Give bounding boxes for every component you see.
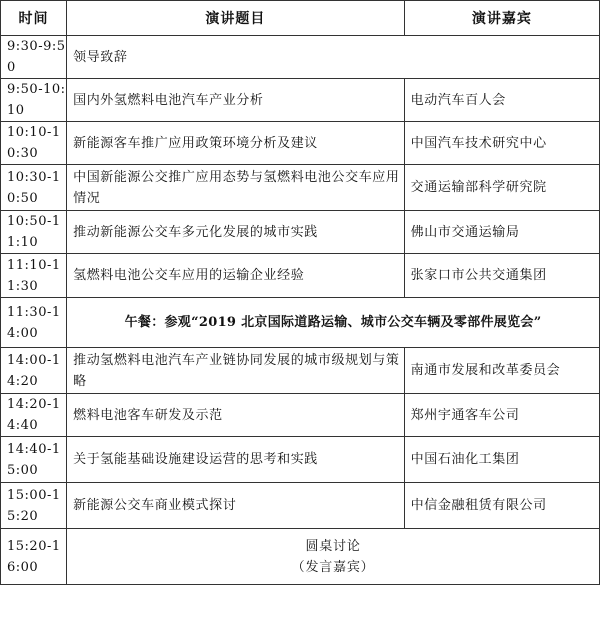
table-row — [1, 36, 600, 79]
time-cell: 11:30-14:00 — [1, 298, 67, 348]
speaker-cell: 中信金融租赁有限公司 — [404, 483, 599, 529]
table-row-roundtable — [1, 529, 600, 585]
time-cell: 15:20-16:00 — [1, 529, 67, 585]
time-cell: 9:30-9:50 — [1, 36, 67, 79]
speaker-cell: 郑州宇通客车公司 — [404, 394, 599, 437]
table-row — [1, 483, 600, 529]
roundtable-cell — [67, 529, 600, 585]
speaker-cell: 佛山市交通运输局 — [404, 211, 599, 254]
table-row — [1, 79, 600, 122]
table-row-lunch — [1, 298, 600, 348]
table-row — [1, 211, 600, 254]
header-time: 时间 — [1, 1, 67, 36]
time-cell: 9:50-10:10 — [1, 79, 67, 122]
speaker-cell: 中国汽车技术研究中心 — [404, 122, 599, 165]
topic-cell: 中国新能源公交推广应用态势与氢燃料电池公交车应用情况 — [67, 165, 405, 211]
topic-cell: 关于氢能基础设施建设运营的思考和实践 — [67, 437, 405, 483]
time-cell: 14:40-15:00 — [1, 437, 67, 483]
topic-cell: 氢燃料电池公交车应用的运输企业经验 — [67, 254, 405, 298]
header-speaker: 演讲嘉宾 — [404, 1, 599, 36]
time-cell: 10:10-10:30 — [1, 122, 67, 165]
table-row — [1, 437, 600, 483]
topic-cell: 领导致辞 — [67, 36, 600, 79]
table-row — [1, 394, 600, 437]
table-row — [1, 165, 600, 211]
time-cell: 11:10-11:30 — [1, 254, 67, 298]
table-row — [1, 348, 600, 394]
topic-cell: 推动新能源公交车多元化发展的城市实践 — [67, 211, 405, 254]
time-cell: 14:00-14:20 — [1, 348, 67, 394]
header-topic: 演讲题目 — [67, 1, 405, 36]
topic-cell: 新能源客车推广应用政策环境分析及建议 — [67, 122, 405, 165]
roundtable-speakers: （发言嘉宾） — [291, 559, 375, 575]
topic-cell: 推动氢燃料电池汽车产业链协同发展的城市级规划与策略 — [67, 348, 405, 394]
speaker-cell: 电动汽车百人会 — [404, 79, 599, 122]
time-cell: 15:00-15:20 — [1, 483, 67, 529]
topic-cell: 国内外氢燃料电池汽车产业分析 — [67, 79, 405, 122]
roundtable-title: 圆桌讨论 — [305, 538, 361, 554]
header-row — [1, 1, 600, 36]
time-cell: 10:50-11:10 — [1, 211, 67, 254]
table-row — [1, 122, 600, 165]
time-cell: 10:30-10:50 — [1, 165, 67, 211]
speaker-cell: 张家口市公共交通集团 — [404, 254, 599, 298]
time-cell: 14:20-14:40 — [1, 394, 67, 437]
topic-cell: 燃料电池客车研发及示范 — [67, 394, 405, 437]
speaker-cell: 中国石油化工集团 — [404, 437, 599, 483]
speaker-cell: 南通市发展和改革委员会 — [404, 348, 599, 394]
speaker-cell: 交通运输部科学研究院 — [404, 165, 599, 211]
lunch-cell: 午餐：参观“2019 北京国际道路运输、城市公交车辆及零部件展览会” — [67, 298, 600, 348]
topic-cell: 新能源公交车商业模式探讨 — [67, 483, 405, 529]
table-row — [1, 254, 600, 298]
